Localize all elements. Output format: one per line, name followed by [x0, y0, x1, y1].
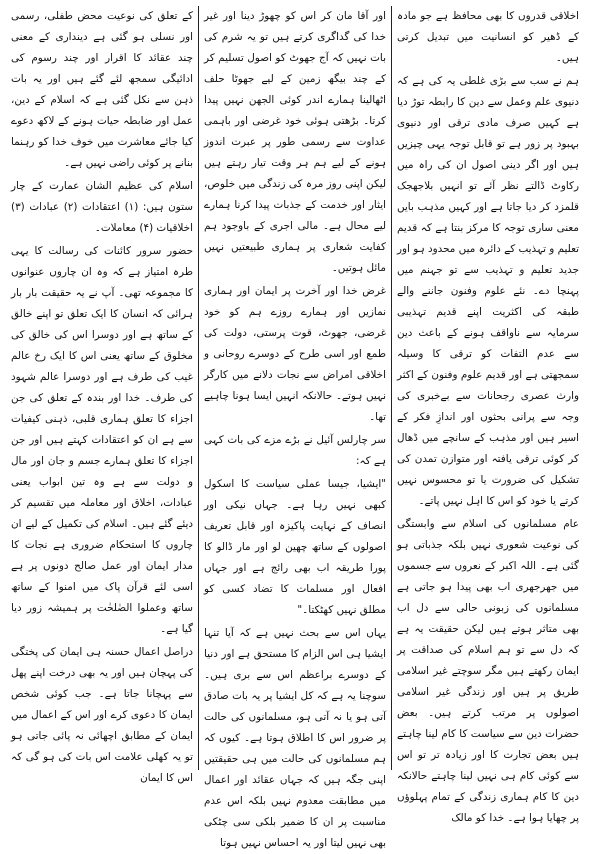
quotation: "ایشیا، جیسا عملی سیاست کا اسکول کبھی نہیں رہا ہے۔ جہاں نیکی اور انصاف کے نہایت پاکیزہ اور قابل تعریف اصولوں کے ساتھ چھین لو اور مار ڈالو کا پورا طریقہ اب بھی رائج ہے اور جہاں افعال اور مسلمات کا تضاد کسی کو مطلق نہیں کھٹکتا۔" [204, 478, 386, 616]
paragraph: یہاں اس سے بحث نہیں ہے کہ آیا تنہا ایشیا ہی اس الزام کا مستحق ہے اور دنیا کے دوسرے براعظم اس سے بری ہیں۔ سوچنا یہ ہے کہ کل ایشیا پر یہ بات صادق آتی ہو یا نہ آتی ہو، مسلمانوں کی حالت پر ضرور اس کا اطلاق ہوتا ہے۔ کیوں کہ ہم مسلمانوں کی حالت میں ہی حقیقتیں اپنی جگہ ہیں کہ جہاں عقائد اور اعمال میں مطابقت معدوم نہیں بلکہ اس عدم مناسبت پر ان کا ضمیر بلکی سی چٹکی بھی نہیں لیتا اور یہ احساس نہیں ہوتا [204, 627, 386, 849]
paragraph: سر چارلس آئیل نے بڑے مزے کی بات کہی ہے کہ: [204, 434, 386, 467]
paragraph: اسلام کی عظیم الشان عمارت کے چار ستون ہیں: (۱) اعتقادات (۲) عبادات (۳) اخلاقیات (۴) معاملات۔ [11, 180, 193, 234]
paragraph: کے تعلق کی نوعیت محض طفلی، رسمی اور نسلی ہو گئی ہے دینداری کے معنی چند عقائد کا اقرار اور چند رسوم کی ادائیگی سمجھ لئے گئے ہیں اور یہ بات ذہن سے نکل گئی ہے کہ اسلام کے دین، عمل اور ضابطہ حیات ہونے کے لاکھ دعوے کیا جائے معاشرت میں خوف خدا کو رہنما بنانے پر کوئی راضی نہیں ہے۔ [11, 10, 193, 169]
column-left [6, 6, 198, 784]
paragraph: دراصل اعمال حسنہ ہی ایمان کی پختگی کی پہچان ہیں اور یہ بھی درخت اپنے پھل سے پہچانا جاتا ہے۔ جب کوئی شخص ایمان کا دعوی کرے اور اس کے اعمال میں ایمان کے مطابق اچھائی نہ پائی جاتی ہو تو یہ کھلی علامت اس بات کی ہو گی کہ اس کا ایمان [11, 646, 193, 784]
paragraph: اخلاقی قدروں کا بھی محافظ ہے جو مادہ کے ڈھیر کو انسانیت میں تبدیل کرتی ہیں۔ [397, 10, 579, 64]
paragraph: حضور سرور کائنات کی رسالت کا یہی طرہ امتیاز ہے کہ وہ ان چاروں عنوانوں کا مجموعہ تھی۔ آپ نے یہ حقیقت بار بار ہرائی کہ انسان کا ایک تعلق تو اپنے خالق کے ساتھ ہے اور دوسرا اس کی خالق کی مخلوق کے ساتھ یعنی اس کا ایک رخ عالم غیب کی طرف ہے اور دوسرا عالم شہود کی طرف۔ خدا اور بندہ کے تعلق کی جن اجزاء کا تعلق ہماری قلبی، ذہنی کیفیات سے ہے ان کو اعتقادات کہتے ہیں اور جن اجزاء کا تعلق ہمارے جسم و جان اور مال و دولت سے ہے وہ تین ابواب یعنی عبادات، اخلاق اور معاملہ میں تقسیم کر دیئے گئے ہیں۔ اسلام کی تکمیل کے لیے ان چاروں کا استحکام ضروری ہے نجات کا مدار ایمان اور عمل صالح دونوں پر ہے اسی لئے قرآن پاک میں امنوا کے ساتھ ساتھ وعملوا الصٰلحٰت پر ہمیشہ زور دیا گیا ہے۔ [11, 245, 193, 635]
paragraph: عام مسلمانوں کی اسلام سے وابستگی کی نوعیت شعوری نہیں بلکہ جذباتی ہو گئی ہے۔ اللہ اکبر کے نعروں سے جسموں میں جھرجھری اب بھی پیدا ہو جاتی ہے مسلمانوں کی زبونی حالی سے دل اب بھی متاثر ہوتے ہیں لیکن حقیقت یہ ہے کہ دل سے تو ہم اسلام کی صداقت پر ایمان رکھتے ہیں مگر سوچتے غیر اسلامی طریق پر ہیں اور زندگی غیر اسلامی اصولوں پر مرتب کرتے ہیں۔ بعض حضرات دین سے سیاست کا کام لینا چاہتے ہیں بعض تجارت کا اور زیادہ تر تو اس سے کوئی کام ہی نہیں لینا چاہتے حالانکہ دین کا کام ہماری زندگی کے تمام پہلوؤں پر چھایا ہوا ہے۔ خدا کو مالک [397, 518, 579, 824]
paragraph: غرض خدا اور آخرت پر ایمان اور ہماری نمازیں اور ہمارے روزے ہم کو خود غرضی، جھوٹ، قوت پرستی، دولت کی طمع اور اسی طرح کے دوسرے روحانی و اخلاقی امراض سے نجات دلانے میں کارگر نہیں ہوتے۔ حالانکہ انہیں ایسا ہونا چاہیے تھا۔ [204, 285, 386, 423]
column-right [392, 6, 584, 824]
column-middle [199, 6, 391, 849]
paragraph: اور آقا مان کر اس کو چھوڑ دینا اور غیر خدا کی گداگری کرتے ہیں تو یہ شرم کی بات نہیں کہ آج جھوٹ کو اصول تسلیم کر کے چند بیگھ زمین کے لیے جھوٹا حلف اٹھالینا ہمارے اندر کوئی الجھن نہیں پیدا کرتا۔ بڑھتی ہوئی خود غرضی اور باہمی عداوت سے رسمی طور پر عبرت اندوز ہونے کے لیے ہم ہر وقت تیار رہتے ہیں لیکن اپنی روز مرہ کی زندگی میں خلوص، ایثار اور خدمت کے جذبات پیدا کرنا ہمارے لیے محال ہے۔ مالی اجری کے باوجود ہم کفایت شعاری پر ہماری طبیعتیں نہیں مائل ہوتیں۔ [204, 10, 386, 274]
paragraph: ہم نے سب سے بڑی غلطی یہ کی ہے کہ دنیوی علم وعمل سے دین کا رابطہ توڑ دیا ہے کہیں صرف مادی ترقی اور دنیوی بہبود پر زور ہے تو قابل توجہ یہی چیزیں ہیں اور اگر دینی اصول ان کی راہ میں رکاوٹ ڈالتے نظر آئے تو انہیں بلاجھجک قلمزد کر دیا جاتا ہے اور کہیں مذہب بایں معنی ساری توجہ کا مرکز بنتا ہے کہ قدیم تعلیم و تہذیب کے دائرہ میں محدود ہو اور جدید تعلیم و تہذیب سے تو جہنم میں پہنچا دے۔ نئے علوم وفنون جاننے والے طبقہ کی اکثریت اپنے قدیم تہذیبی سرمایہ سے ناواقف ہونے کے باعث دین سے عدم التفات کو ترقی کا وسیلہ سمجھتی ہے اور قدیم علوم وفنون کے اکثر وارث عصری رجحانات سے بےخبری کی وجہ سے پرانی بحثوں اور اندازِ فکر کے اسیر ہیں اور مذہب کے سانچے میں ڈھال کر کوئی ترقی یافتہ اور متوازن تمدن کی تشکیل کی ضرورت یا تو محسوس نہیں کرتے یا خود کو اس کا اہل نہیں پاتے۔ [397, 75, 579, 507]
